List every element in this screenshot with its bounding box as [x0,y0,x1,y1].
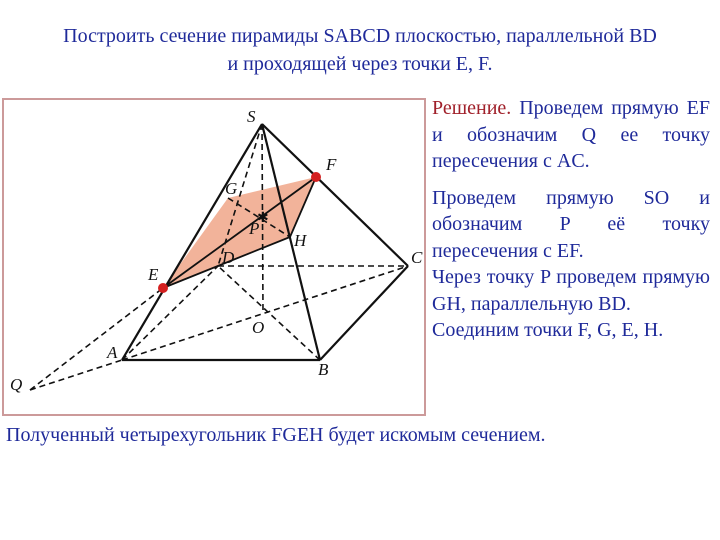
label-H: H [294,231,307,250]
point-E [158,283,168,293]
line-QE [30,288,163,390]
conclusion-text: Полученный четырехугольник FGEH будет искомым сечением. [6,424,546,446]
solution-text [432,95,710,344]
solution-step-1 [432,95,710,175]
label-O: O [252,318,265,337]
point-F [311,172,321,182]
task-title-line-2: и проходящей через точки E, F. [227,53,493,75]
solution-step-3: Через точку P проведем прямую GH, параллельную BD. [432,266,710,315]
point-P-marker: ✱ [257,211,269,226]
solution-step-1-text: Проведем прямую EF и обозначим Q ее точку пересечения с AC. [432,97,710,172]
label-Q: Q [10,375,23,394]
label-G: G [225,179,238,198]
label-A: A [107,343,118,362]
solution-heading: Решение. [432,97,512,119]
line-QA [30,360,122,390]
label-S: S [247,107,256,126]
diag-BD [218,266,320,360]
label-D: D [222,248,235,267]
task-title-line-1: Построить сечение пирамиды SABCD плоскостью, параллельной BD [63,25,657,47]
label-F: F [326,155,337,174]
label-E: E [148,265,159,284]
label-P: P [249,219,260,238]
label-B: B [318,360,329,379]
solution-step-2: Проведем прямую SO и обозначим P её точку пересечения с EF. [432,186,710,262]
solution-step-4: Соединим точки F, G, E, H. [432,319,664,341]
label-C: C [411,248,423,267]
